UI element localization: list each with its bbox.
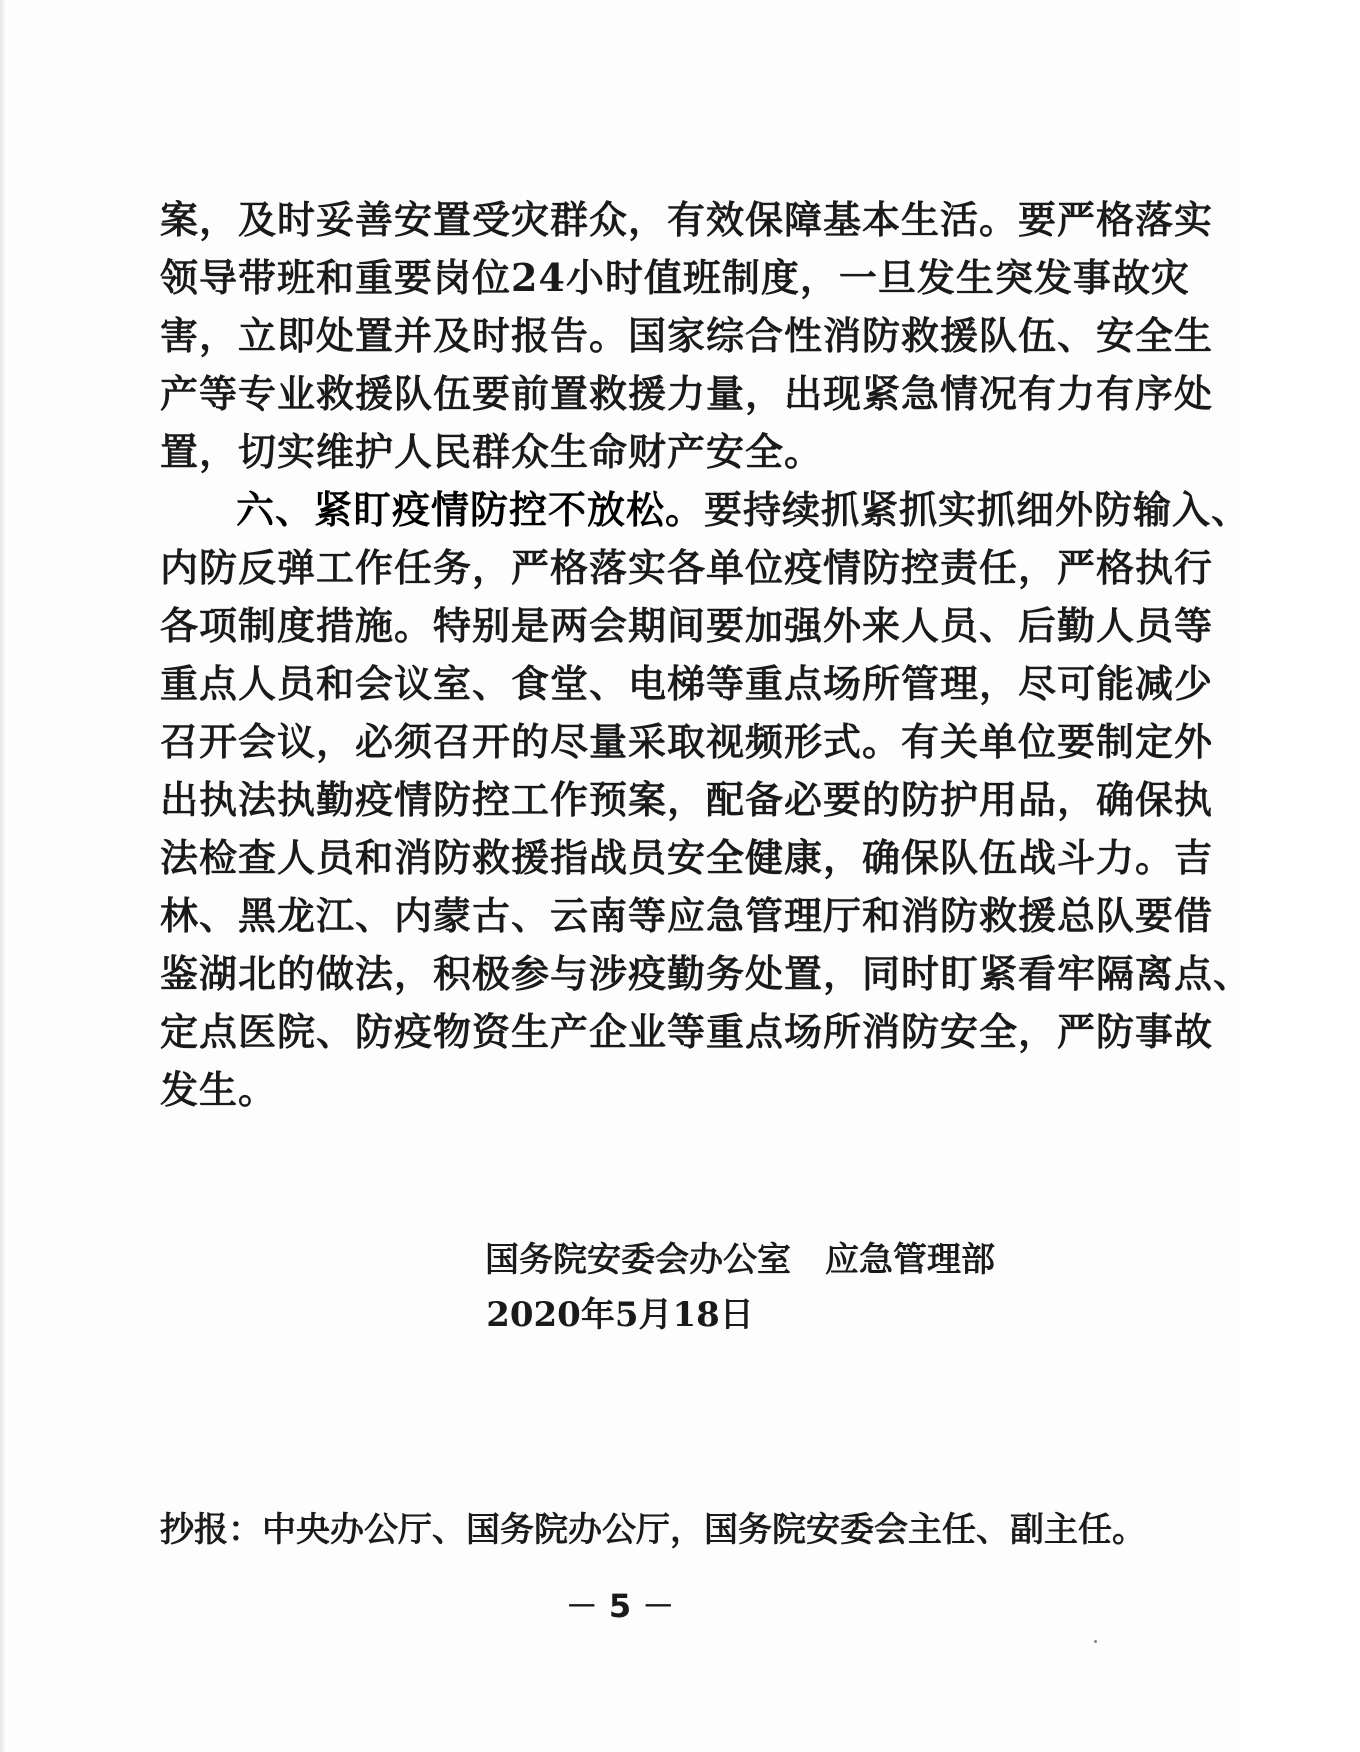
section6-line-4: 召开会议，必须召开的尽量采取视频形式。有关单位要制定外 [160,719,1214,764]
section6-heading: 六、紧盯疫情防控不放松。 [236,487,705,532]
signature-date: 2020年5月18日 [486,1295,754,1335]
section6-line-9: 定点医院、防疫物资生产企业等重点场所消防安全，严防事故 [160,1009,1214,1054]
scan-edge [0,0,6,1752]
section6-line-3: 重点人员和会议室、食堂、电梯等重点场所管理，尽可能减少 [160,661,1214,706]
section6-line-6: 法检查人员和消防救援指战员安全健康，确保队伍战斗力。吉 [160,835,1214,880]
section6-first-line [236,487,1251,532]
section6-line-8: 鉴湖北的做法，积极参与涉疫勤务处置，同时盯紧看牢隔离点、 [160,951,1253,996]
section6-first-line-text: 要持续抓紧抓实抓细外防输入、 [704,487,1251,532]
body-line-3: 害，立即处置并及时报告。国家综合性消防救援队伍、安全生 [160,313,1214,358]
section6-line-7: 林、黑龙江、内蒙古、云南等应急管理厅和消防救援总队要借 [160,893,1214,938]
body-line-4: 产等专业救援队伍要前置救援力量，出现紧急情况有力有序处 [160,371,1214,416]
signature-orgs: 国务院安委会办公室 应急管理部 [485,1240,995,1280]
section6-line-10: 发生。 [160,1067,278,1112]
section6-line-1: 内防反弹工作任务，严格落实各单位疫情防控责任，严格执行 [160,545,1214,590]
body-line-2: 领导带班和重要岗位24小时值班制度，一旦发生突发事故灾 [160,255,1190,300]
section6-line-2: 各项制度措施。特别是两会期间要加强外来人员、后勤人员等 [160,603,1214,648]
copy-to-line: 抄报：中央办公厅、国务院办公厅，国务院安委会主任、副主任。 [160,1510,1146,1550]
body-line-1: 案，及时妥善安置受灾群众，有效保障基本生活。要严格落实 [160,197,1214,242]
body-line-5: 置，切实维护人民群众生命财产安全。 [160,429,824,474]
section6-line-5: 出执法执勤疫情防控工作预案，配备必要的防护用品，确保执 [160,777,1214,822]
scan-speck [1094,1640,1097,1643]
page-number: － 5 － [565,1587,675,1625]
